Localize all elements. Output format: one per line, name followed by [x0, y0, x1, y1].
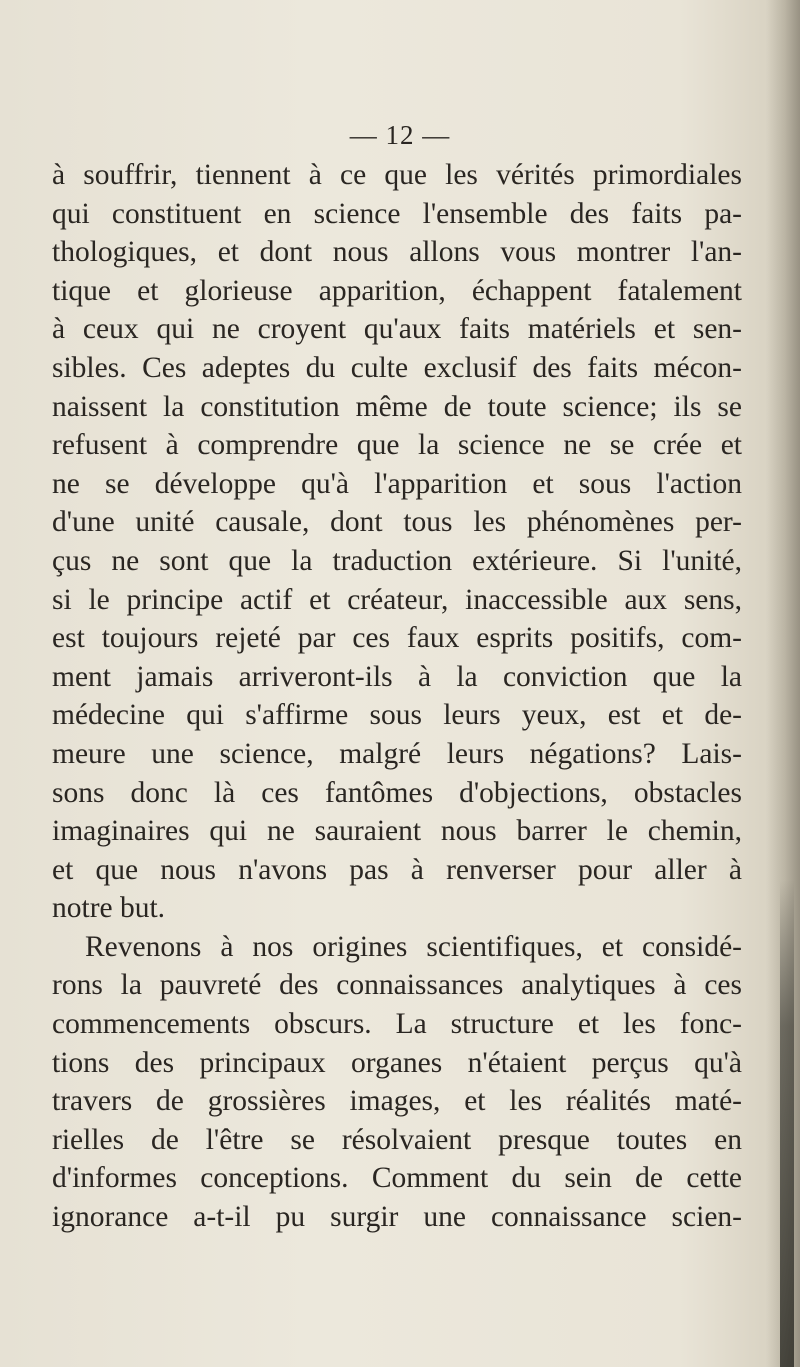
text-line: qui constituent en science l'ensemble des faits pa- — [52, 197, 742, 230]
body-text — [52, 156, 742, 1237]
text-line: rons la pauvreté des connaissances analytiques à ces — [52, 969, 742, 1002]
page-number: — 12 — — [349, 120, 451, 150]
text-line: ment jamais arriveront-ils à la conviction que la — [52, 660, 742, 693]
text-line: thologiques, et dont nous allons vous montrer l'an- — [52, 236, 742, 269]
text-line: naissent la constitution même de toute science; ils se — [52, 390, 742, 423]
text-line: refusent à comprendre que la science ne se crée et — [52, 429, 742, 462]
text-line: à ceux qui ne croyent qu'aux faits matériels et sen- — [52, 313, 742, 346]
text-line: meure une science, malgré leurs négations? Lais- — [52, 737, 742, 770]
text-line: tique et glorieuse apparition, échappent fatalement — [52, 274, 742, 307]
page-edge-binding — [780, 880, 794, 1367]
text-line: si le principe actif et créateur, inaccessible aux sens, — [52, 583, 742, 616]
text-line: sibles. Ces adeptes du culte exclusif des faits mécon- — [52, 351, 742, 384]
text-line: d'informes conceptions. Comment du sein de cette — [52, 1162, 742, 1195]
text-line: d'une unité causale, dont tous les phénomènes per- — [52, 506, 742, 539]
text-line: médecine qui s'affirme sous leurs yeux, est et de- — [52, 699, 742, 732]
text-line: rielles de l'être se résolvaient presque toutes en — [52, 1123, 742, 1156]
text-line: çus ne sont que la traduction extérieure. Si l'unité, — [52, 544, 742, 577]
paragraph-start-line: Revenons à nos origines scientifiques, et considé- — [85, 930, 742, 963]
text-line: et que nous n'avons pas à renverser pour aller à — [52, 853, 742, 886]
text-line: est toujours rejeté par ces faux esprits positifs, com- — [52, 622, 742, 655]
text-line: commencements obscurs. La structure et les fonc- — [52, 1008, 742, 1041]
text-line: imaginaires qui ne sauraient nous barrer le chemin, — [52, 815, 742, 848]
text-line: ne se développe qu'à l'apparition et sous l'action — [52, 467, 742, 500]
text-line: sons donc là ces fantômes d'objections, obstacles — [52, 776, 742, 809]
text-line: à souffrir, tiennent à ce que les vérités primordiales — [52, 159, 742, 191]
text-line: tions des principaux organes n'étaient perçus qu'à — [52, 1046, 742, 1079]
text-line: ignorance a-t-il pu surgir une connaissance scien- — [52, 1201, 742, 1234]
text-line: travers de grossières images, et les réalités maté- — [52, 1085, 742, 1118]
paragraph-end-line: notre but. — [52, 892, 166, 925]
